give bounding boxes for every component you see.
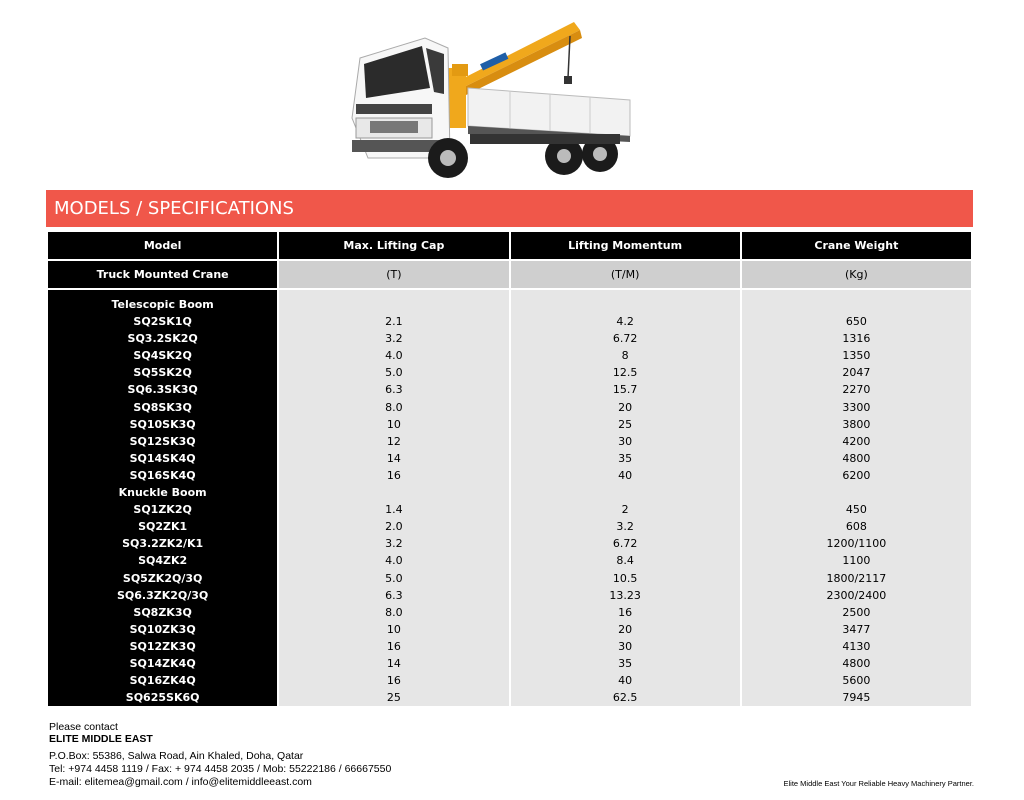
column-header: Model [48, 232, 277, 259]
spec-value: 3300 [842, 400, 871, 414]
spacer [511, 484, 740, 501]
spacer [742, 484, 971, 501]
model-name: SQ12SK3Q [129, 434, 196, 448]
spec-value: 12 [386, 434, 401, 448]
spec-value: 4.0 [385, 554, 403, 568]
spec-value: 30 [618, 639, 633, 653]
spec-value: 6200 [842, 468, 871, 482]
column-header: Crane Weight [742, 232, 971, 259]
spacer [279, 484, 508, 501]
spec-value: 2.0 [385, 520, 403, 534]
data-block [48, 290, 971, 706]
spec-value: 1.4 [385, 503, 403, 517]
spec-value: 16 [386, 639, 401, 653]
model-name: SQ16ZK4Q [129, 674, 196, 688]
spec-value: 5.0 [385, 571, 403, 585]
spacer [279, 296, 508, 313]
spec-value: 4130 [842, 639, 871, 653]
spec-value: 3.2 [385, 332, 403, 346]
tagline: Elite Middle East Your Reliable Heavy Machinery Partner. [783, 779, 974, 788]
model-name: SQ8SK3Q [133, 400, 192, 414]
spec-value: 15.7 [612, 383, 638, 397]
spec-value: 30 [618, 434, 633, 448]
spec-value: 16 [618, 605, 633, 619]
column-header: Lifting Momentum [511, 232, 740, 259]
spec-value: 16 [386, 468, 401, 482]
phone-numbers: Tel: +974 4458 1119 / Fax: + 974 4458 2035 / Mob: 55222186 / 66667550 [49, 763, 392, 775]
model-name: SQ625SK6Q [125, 691, 200, 705]
spec-value: 14 [386, 451, 401, 465]
spec-value: 8.0 [385, 400, 403, 414]
spec-value: 40 [618, 674, 633, 688]
contact-intro: Please contact [49, 721, 118, 733]
model-name: SQ8ZK3Q [133, 605, 192, 619]
crane-column [448, 68, 466, 128]
model-name: SQ5ZK2Q/3Q [122, 571, 203, 585]
spec-value: 8.4 [616, 554, 634, 568]
spacer [511, 296, 740, 313]
spec-value: 20 [618, 400, 633, 414]
spec-value: 3477 [842, 622, 871, 636]
spec-value: 10 [386, 622, 401, 636]
spec-value: 10 [386, 417, 401, 431]
spec-value: 8 [621, 349, 629, 363]
spec-value: 650 [845, 315, 867, 329]
model-column [48, 290, 277, 706]
spec-value: 6.72 [612, 537, 638, 551]
spec-value: 6.3 [385, 383, 403, 397]
spec-value: 4800 [842, 656, 871, 670]
model-name: SQ2SK1Q [133, 315, 192, 329]
spec-value: 4800 [842, 451, 871, 465]
spec-value: 25 [386, 691, 401, 705]
spec-value: 1350 [842, 349, 871, 363]
spec-value: 3800 [842, 417, 871, 431]
lifting-momentum-column [511, 290, 740, 706]
spec-value: 14 [386, 656, 401, 670]
spec-value: 6.3 [385, 588, 403, 602]
spec-value: 13.23 [609, 588, 641, 602]
spec-value: 2300/2400 [826, 588, 887, 602]
address: P.O.Box: 55386, Salwa Road, Ain Khaled, Doha, Qatar [49, 750, 304, 762]
spec-value: 1200/1100 [826, 537, 887, 551]
spec-value: 8.0 [385, 605, 403, 619]
spec-value: 3.2 [616, 520, 634, 534]
model-name: SQ5SK2Q [133, 366, 192, 380]
spec-value: 16 [386, 674, 401, 688]
spec-value: 5.0 [385, 366, 403, 380]
model-name: SQ16SK4Q [129, 468, 196, 482]
spec-value: 62.5 [612, 691, 638, 705]
unit-label: (Kg) [742, 261, 971, 288]
section-banner [46, 190, 973, 227]
model-name: SQ6.3ZK2Q/3Q [116, 588, 209, 602]
spec-value: 450 [845, 503, 867, 517]
column-header: Max. Lifting Cap [279, 232, 508, 259]
spec-value: 2.1 [385, 315, 403, 329]
spec-value: 35 [618, 656, 633, 670]
unit-label: (T/M) [511, 261, 740, 288]
model-name: SQ4SK2Q [133, 349, 192, 363]
spec-value: 20 [618, 622, 633, 636]
crane-type-label: Truck Mounted Crane [48, 261, 277, 288]
unit-label: (T) [279, 261, 508, 288]
spec-value: 1316 [842, 332, 871, 346]
model-name: SQ10SK3Q [129, 417, 196, 431]
spec-value: 3.2 [385, 537, 403, 551]
crane-boom [448, 22, 580, 90]
header-row [48, 232, 971, 259]
model-name: SQ6.3SK3Q [127, 383, 198, 397]
section-title: MODELS / SPECIFICATIONS [54, 198, 294, 219]
spec-value: 2270 [842, 383, 871, 397]
lifting-cap-column [279, 290, 508, 706]
spec-value: 1100 [842, 554, 871, 568]
company-name: ELITE MIDDLE EAST [49, 733, 153, 745]
model-name: SQ14ZK4Q [129, 656, 196, 670]
model-name: SQ4ZK2 [138, 554, 188, 568]
spec-value: 12.5 [612, 366, 638, 380]
email-addresses: E-mail: elitemea@gmail.com / info@elitemiddleeast.com [49, 776, 312, 788]
spec-value: 25 [618, 417, 633, 431]
spec-value: 4.2 [616, 315, 634, 329]
spec-value: 10.5 [612, 571, 638, 585]
spec-value: 2500 [842, 605, 871, 619]
truck-crane-image [330, 8, 640, 186]
spec-value: 7945 [842, 691, 871, 705]
model-name: SQ12ZK3Q [129, 639, 196, 653]
spec-value: 1800/2117 [826, 571, 887, 585]
model-name: SQ10ZK3Q [129, 622, 196, 636]
model-name: SQ3.2ZK2/K1 [122, 537, 204, 551]
spec-value: 35 [618, 451, 633, 465]
specifications-table [46, 230, 973, 708]
model-name: SQ14SK4Q [129, 451, 196, 465]
unit-row [48, 261, 971, 288]
group-heading: Telescopic Boom [111, 298, 214, 311]
spec-value: 2047 [842, 366, 871, 380]
spec-value: 5600 [842, 674, 871, 688]
crane-weight-column [742, 290, 971, 706]
model-name: SQ1ZK2Q [133, 503, 192, 517]
spec-value: 6.72 [612, 332, 638, 346]
model-name: SQ3.2SK2Q [127, 332, 198, 346]
model-name: SQ2ZK1 [138, 520, 188, 534]
group-heading: Knuckle Boom [118, 486, 207, 500]
spec-value: 4.0 [385, 349, 403, 363]
spec-value: 40 [618, 468, 633, 482]
spec-value: 2 [621, 503, 629, 517]
spacer [742, 296, 971, 313]
spec-value: 4200 [842, 434, 871, 448]
spec-value: 608 [845, 520, 867, 534]
